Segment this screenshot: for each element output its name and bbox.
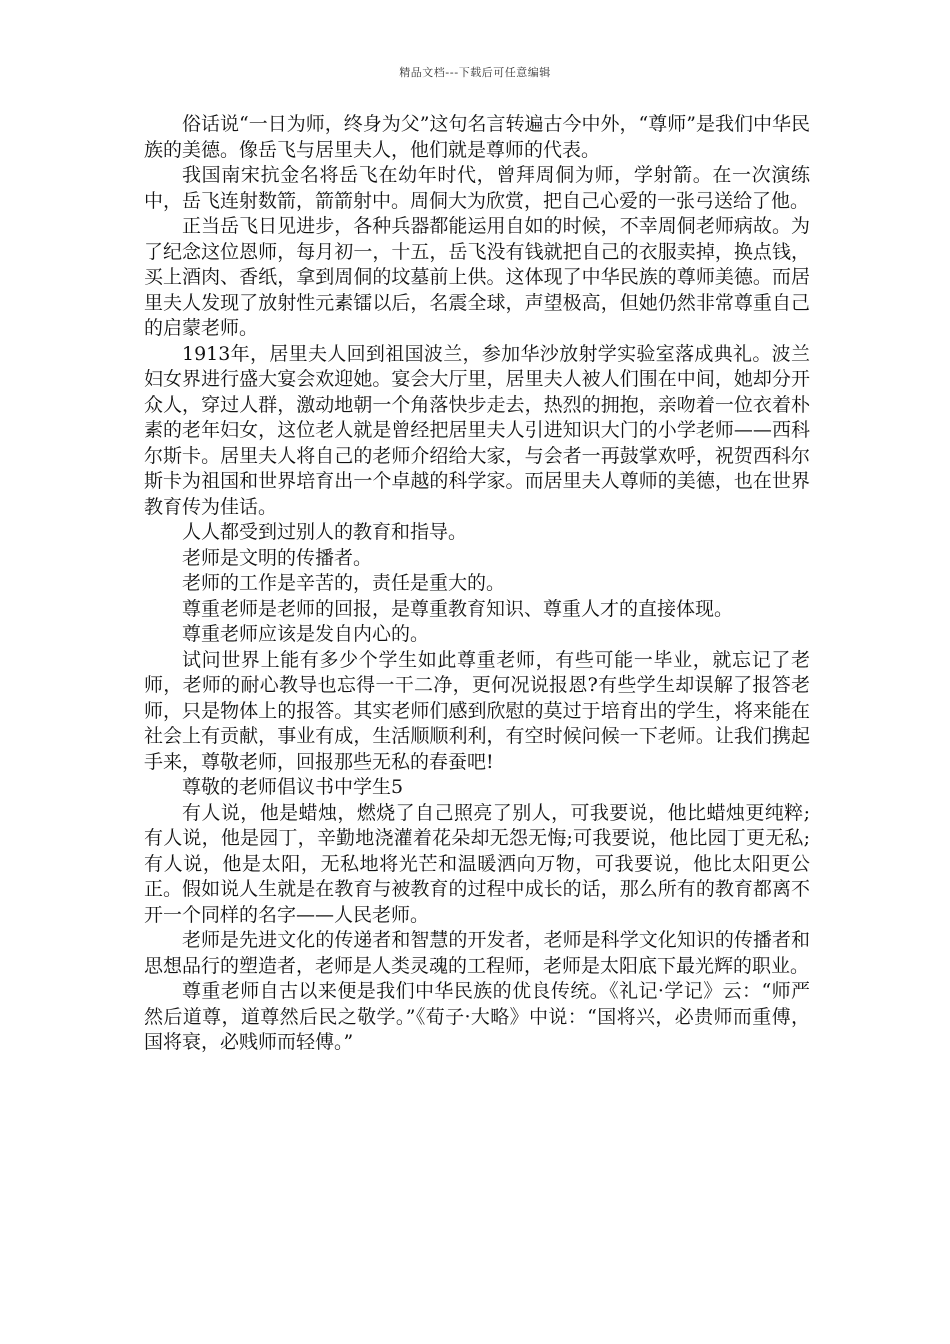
paragraph: 尊重老师应该是发自内心的。	[182, 623, 430, 645]
paragraph: 老师的工作是辛苦的，责任是重大的。	[182, 572, 506, 594]
paragraph: 尊重老师自古以来便是我们中华民族的优良传统。《礼记·学记》云：“师严然后道尊，道尊然后民之敬学。”《荀子·大略》中说：“国将兴，必贵师而重傅，国将衰，必贱师而轻傅。”	[144, 980, 810, 1053]
paragraph: 1913年，居里夫人回到祖国波兰，参加华沙放射学实验室落成典礼。波兰妇女界进行盛大宴会欢迎她。宴会大厅里，居里夫人被人们围在中间，她却分开众人，穿过人群，激动地朝一个角落快步走去，热烈的拥抱，亲吻着一位衣着朴素的老年妇女，这位老人就是曾经把居里夫人引进知识大门的小学老师——西科尔斯卡。居里夫人将自己的老师介绍给大家，与会者一再鼓掌欢呼，祝贺西科尔斯卡为祖国和世界培育出一个卓越的科学家。而居里夫人尊师的美德，也在世界教育传为佳话。	[144, 342, 810, 518]
paragraph: 俗话说“一日为师，终身为父”这句名言转遍古今中外，“尊师”是我们中华民族的美德。像岳飞与居里夫人，他们就是尊师的代表。	[144, 113, 810, 161]
document-body	[144, 112, 810, 1056]
paragraph: 有人说，他是蜡烛，燃烧了自己照亮了别人，可我要说，他比蜡烛更纯粹;有人说，他是园丁，辛勤地浇灌着花朵却无怨无悔;可我要说，他比园丁更无私;有人说，他是太阳，无私地将光芒和温暖洒向万物，可我要说，他比太阳更公正。假如说人生就是在教育与被教育的过程中成长的话，那么所有的教育都离不开一个同样的名字——人民老师。	[144, 801, 810, 926]
paragraph: 老师是文明的传播者。	[182, 546, 373, 569]
paragraph: 我国南宋抗金名将岳飞在幼年时代，曾拜周侗为师，学射箭。在一次演练中，岳飞连射数箭，箭箭射中。周侗大为欣赏，把自己心爱的一张弓送给了他。	[144, 164, 810, 212]
page-header: 精品文档---下载后可任意编辑	[399, 66, 551, 79]
section-title: 尊敬的老师倡议书中学生5	[182, 776, 404, 798]
paragraph: 尊重老师是老师的回报，是尊重教育知识、尊重人才的直接体现。	[182, 597, 734, 620]
paragraph: 试问世界上能有多少个学生如此尊重老师，有些可能一毕业，就忘记了老师，老师的耐心教导也忘得一干二净，更何况说报恩?有些学生却误解了报答老师，只是物体上的报答。其实老师们感到欣慰的莫过于培育出的学生，将来能在社会上有贡献，事业有成，生活顺顺利利，有空时候问候一下老师。让我们携起手来，尊敬老师，回报那些无私的春蚕吧!	[144, 648, 810, 773]
paragraph: 老师是先进文化的传递者和智慧的开发者，老师是科学文化知识的传播者和思想品行的塑造者，老师是人类灵魂的工程师，老师是太阳底下最光辉的职业。	[144, 929, 810, 977]
paragraph: 人人都受到过别人的教育和指导。	[182, 521, 468, 543]
paragraph: 正当岳飞日见进步，各种兵器都能运用自如的时候，不幸周侗老师病故。为了纪念这位恩师，每月初一，十五，岳飞没有钱就把自己的衣服卖掉，换点钱，买上酒肉、香纸，拿到周侗的坟墓前上供。这体现了中华民族的尊师美德。而居里夫人发现了放射性元素镭以后，名震全球，声望极高，但她仍然非常尊重自己的启蒙老师。	[144, 215, 810, 339]
